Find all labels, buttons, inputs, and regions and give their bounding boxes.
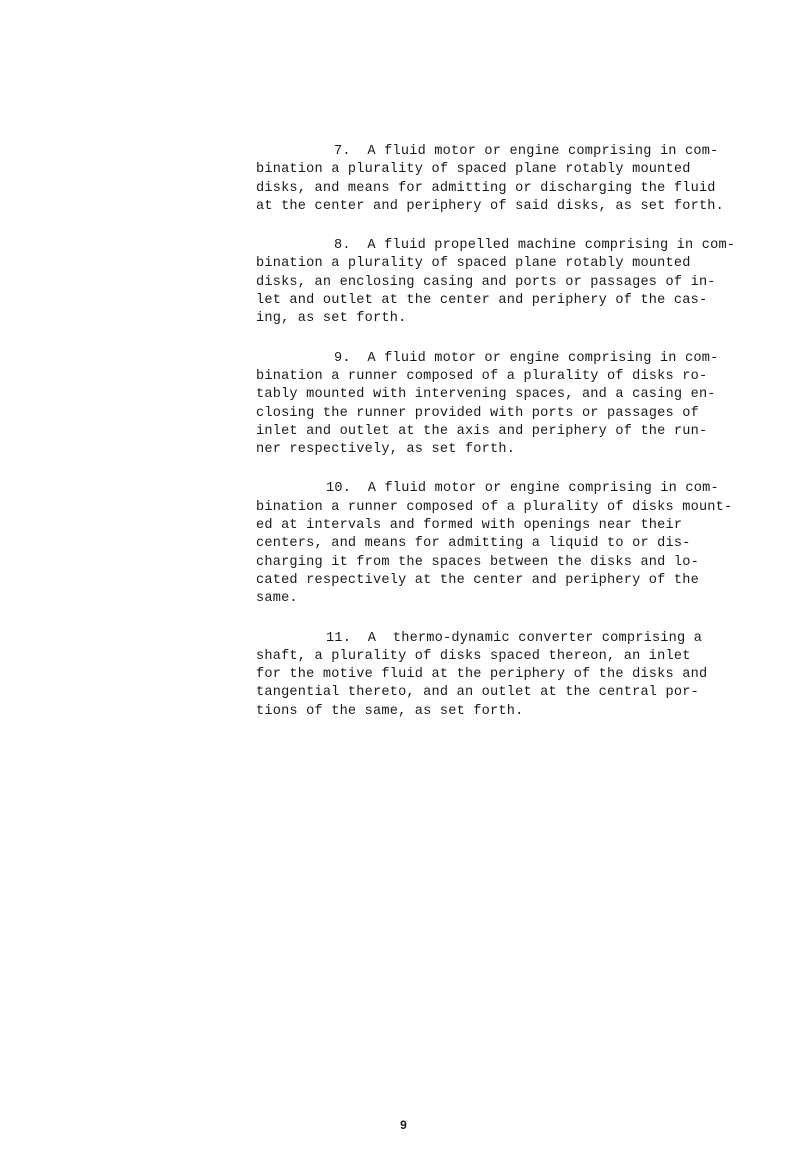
claim-line: cated respectively at the center and periphery of the — [256, 572, 699, 588]
claim-line: tangential thereto, and an outlet at the central por- — [256, 685, 699, 701]
claim-line: 9. A fluid motor or engine comprising in com- — [334, 350, 719, 366]
claim-line: bination a runner composed of a plurality of disks ro- — [256, 368, 708, 384]
claim-line: 11. A thermo-dynamic converter comprising a — [326, 630, 703, 646]
claim-line: same. — [256, 591, 298, 607]
claim-11 — [256, 630, 786, 721]
claim-line: disks, an enclosing casing and ports or passages of in- — [256, 274, 716, 290]
claim-line: ner respectively, as set forth. — [256, 442, 516, 458]
claim-7 — [256, 143, 786, 216]
claim-line: charging it from the spaces between the disks and lo- — [256, 554, 699, 570]
claim-line: shaft, a plurality of disks spaced thereon, an inlet — [256, 648, 691, 664]
claim-line: tions of the same, as set forth. — [256, 703, 524, 719]
claim-10 — [256, 480, 786, 608]
claim-line: bination a plurality of spaced plane rotably mounted — [256, 162, 691, 178]
claim-line: closing the runner provided with ports or passages of — [256, 405, 699, 421]
claim-9 — [256, 350, 786, 460]
claim-line: 8. A fluid propelled machine comprising in com- — [334, 238, 736, 254]
claim-line: 10. A fluid motor or engine comprising in com- — [326, 481, 719, 497]
claim-line: 7. A fluid motor or engine comprising in com- — [334, 144, 719, 159]
claim-line: ing, as set forth. — [256, 311, 407, 327]
claim-line: ed at intervals and formed with openings near their — [256, 518, 683, 534]
claim-line: at the center and periphery of said disks, as set forth. — [256, 198, 725, 214]
claim-line: let and outlet at the center and periphery of the cas- — [256, 293, 708, 309]
claim-line: inlet and outlet at the axis and periphery of the run- — [256, 423, 708, 439]
page-number: 9 — [400, 1118, 407, 1132]
claim-line: disks, and means for admitting or discharging the fluid — [256, 180, 716, 196]
claim-line: bination a plurality of spaced plane rotably mounted — [256, 256, 691, 272]
claims-list — [256, 143, 786, 742]
claim-line: tably mounted with intervening spaces, and a casing en- — [256, 387, 716, 403]
claim-8 — [256, 237, 786, 328]
claim-line: centers, and means for admitting a liquid to or dis- — [256, 536, 691, 552]
claim-line: for the motive fluid at the periphery of the disks and — [256, 667, 708, 683]
claim-line: bination a runner composed of a plurality of disks mount- — [256, 499, 733, 515]
